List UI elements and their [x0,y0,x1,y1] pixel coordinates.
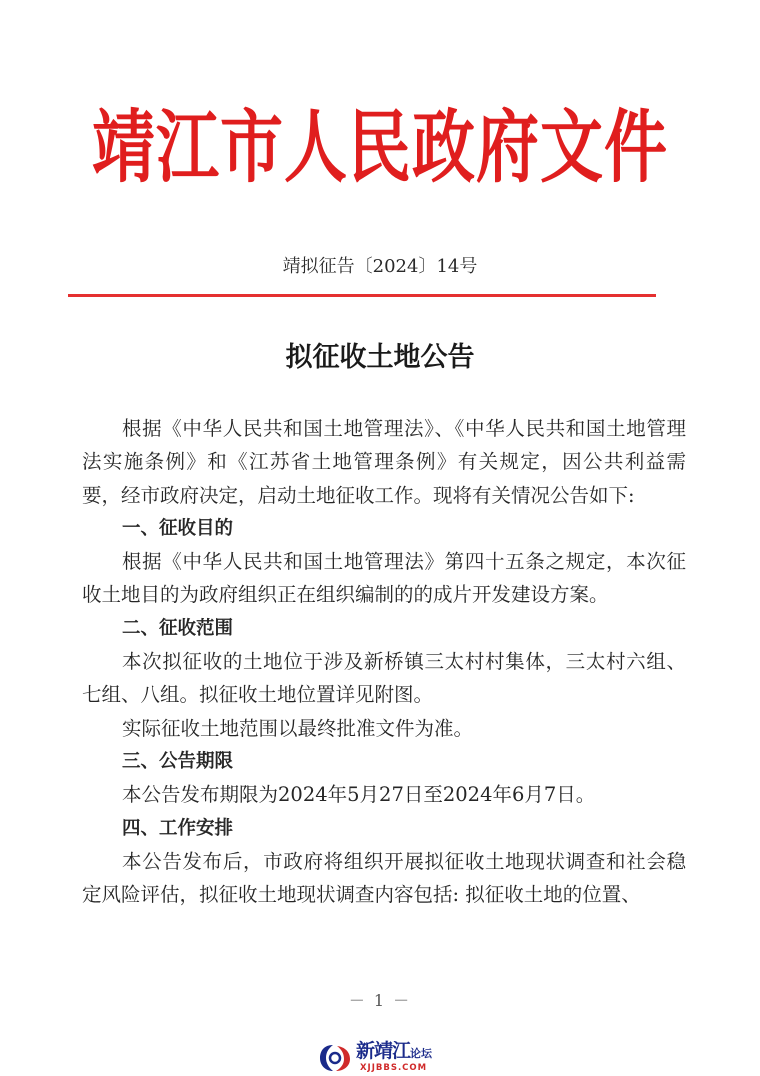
document-body [82,412,686,911]
document-header-title: 靖江市人民政府文件 [92,100,668,193]
section-heading-arrangement: 四、工作安排 [122,817,234,839]
section-paragraph: 实际征收土地范围以最终批准文件为准。 [122,716,474,740]
page-number: － 1 － [348,991,412,1010]
document-number: 靖拟征告〔2024〕14号 [282,256,478,277]
forum-name-small: 论坛 [410,1047,433,1060]
section-paragraph: 本公告发布期限为2024年5月27日至2024年6月7日。 [122,783,596,807]
forum-name-main: 新靖江 [356,1040,411,1062]
section-paragraph: 本公告发布后，市政府将组织开展拟征收土地现状调查和社会稳定风险评估，拟征收土地现状调查内容包括: 拟征收土地的位置、 [82,849,686,907]
section-heading-purpose: 一、征收目的 [122,517,234,539]
red-header-rule [68,294,656,297]
section-paragraph: 根据《中华人民共和国土地管理法》第四十五条之规定，本次征收土地目的为政府组织正在组织编制的的成片开发建设方案。 [82,550,686,607]
section-heading-scope: 二、征收范围 [122,617,234,639]
forum-logo-icon [318,1042,352,1074]
forum-site: XJJBBS.COM [360,1063,428,1073]
intro-paragraph: 根据《中华人民共和国土地管理法》、《中华人民共和国土地管理法实施条例》和《江苏省土地管理条例》有关规定，因公共利益需要，经市政府决定，启动土地征收工作。现将有关情况公告如下: [82,417,686,507]
notice-title: 拟征收土地公告 [285,342,475,373]
forum-watermark [318,1040,468,1076]
section-paragraph: 本次拟征收的土地位于涉及新桥镇三太村村集体，三太村六组、七组、八组。拟征收土地位置详见附图。 [82,650,686,707]
forum-name [356,1042,432,1061]
section-heading-period: 三、公告期限 [122,750,234,772]
